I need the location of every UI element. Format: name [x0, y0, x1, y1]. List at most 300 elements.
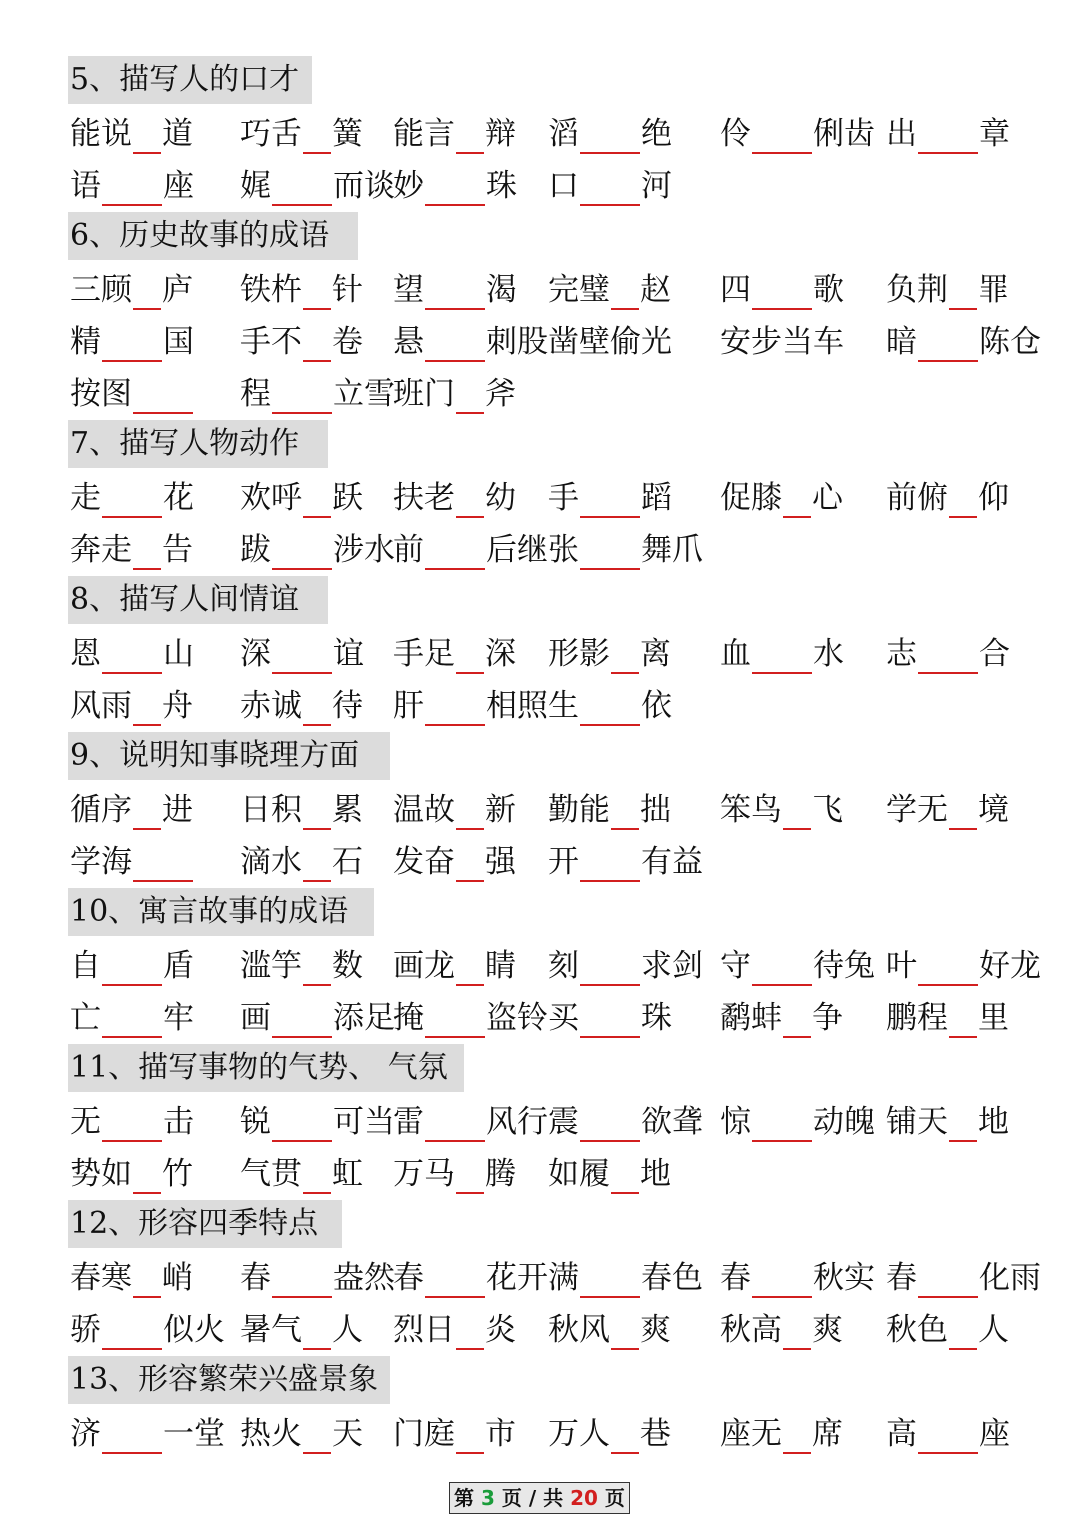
- fill-in-blank[interactable]: [102, 1106, 162, 1142]
- fill-in-blank[interactable]: [752, 274, 812, 310]
- idiom-text: 珠: [486, 168, 517, 204]
- idiom-item: [70, 998, 194, 1038]
- idiom-text: 待兔: [813, 948, 875, 984]
- idiom-text: 争: [812, 1000, 843, 1036]
- fill-in-blank[interactable]: [752, 118, 812, 154]
- idiom-text: 循序: [70, 792, 132, 828]
- fill-in-blank[interactable]: [580, 534, 640, 570]
- idiom-item: [548, 1102, 703, 1142]
- fill-in-blank[interactable]: [303, 846, 331, 882]
- idiom-text: 腾: [485, 1156, 516, 1192]
- fill-in-blank[interactable]: [918, 638, 978, 674]
- idiom-text: 满: [548, 1260, 579, 1296]
- idiom-text: 三顾: [70, 272, 132, 308]
- idiom-text: 温故: [393, 792, 455, 828]
- fill-in-blank[interactable]: [949, 1106, 977, 1142]
- idiom-text: 地: [640, 1156, 671, 1192]
- idiom-text: 春寒: [70, 1260, 132, 1296]
- idiom-text: 强: [485, 844, 516, 880]
- idiom-text: 待: [332, 688, 363, 724]
- fill-in-blank[interactable]: [949, 274, 977, 310]
- idiom-text: 天: [332, 1416, 363, 1452]
- idiom-text: 盾: [163, 948, 194, 984]
- idiom-text: 舞爪: [641, 532, 703, 568]
- fill-in-blank[interactable]: [102, 1418, 162, 1454]
- idiom-text: 仰: [978, 480, 1009, 516]
- fill-in-blank[interactable]: [102, 1314, 162, 1350]
- idiom-item: [70, 1310, 225, 1350]
- fill-in-blank[interactable]: [783, 1002, 811, 1038]
- fill-in-blank[interactable]: [425, 274, 485, 310]
- fill-in-blank[interactable]: [133, 794, 161, 830]
- idiom-text: 秋色: [886, 1312, 948, 1348]
- idiom-text: 章: [979, 116, 1010, 152]
- fill-in-blank[interactable]: [272, 1262, 332, 1298]
- fill-in-blank[interactable]: [133, 846, 193, 882]
- fill-in-blank[interactable]: [918, 118, 978, 154]
- fill-in-blank[interactable]: [580, 482, 640, 518]
- fill-in-blank[interactable]: [456, 1418, 484, 1454]
- idiom-text: 势如: [70, 1156, 132, 1192]
- idiom-item: [393, 374, 516, 414]
- idiom-item: [720, 790, 843, 830]
- fill-in-blank[interactable]: [133, 1158, 161, 1194]
- fill-in-blank[interactable]: [425, 1002, 485, 1038]
- fill-in-blank[interactable]: [102, 638, 162, 674]
- idiom-item: [720, 1414, 843, 1454]
- idiom-item: [720, 946, 875, 986]
- idiom-item: [393, 1102, 548, 1142]
- fill-in-blank[interactable]: [303, 118, 331, 154]
- idiom-item: [720, 998, 843, 1038]
- idiom-text: 济: [70, 1416, 101, 1452]
- idiom-text: 绝: [641, 116, 672, 152]
- idiom-text: 刺股: [486, 324, 548, 360]
- idiom-text: 扶老: [393, 480, 455, 516]
- section-heading: 13、形容繁荣兴盛景象: [68, 1356, 390, 1404]
- idiom-text: 辩: [485, 116, 516, 152]
- idiom-text: 深: [485, 636, 516, 672]
- footer-prefix: 第: [454, 1486, 474, 1510]
- idiom-item: [393, 946, 516, 986]
- idiom-text: 石: [332, 844, 363, 880]
- fill-in-blank[interactable]: [303, 690, 331, 726]
- fill-in-blank[interactable]: [102, 1002, 162, 1038]
- idiom-item: [240, 1310, 363, 1350]
- idiom-item: [548, 1310, 671, 1350]
- fill-in-blank[interactable]: [102, 170, 162, 206]
- idiom-text: 虹: [332, 1156, 363, 1192]
- idiom-item: [240, 270, 363, 310]
- fill-in-blank[interactable]: [456, 950, 484, 986]
- idiom-text: 出: [886, 116, 917, 152]
- idiom-text: 立雪: [333, 376, 395, 412]
- idiom-text: 伶: [720, 116, 751, 152]
- idiom-text: 能说: [70, 116, 132, 152]
- idiom-text: 暗: [886, 324, 917, 360]
- idiom-item: [393, 634, 516, 674]
- idiom-item: [720, 478, 843, 518]
- idiom-text: 勤能: [548, 792, 610, 828]
- fill-in-blank[interactable]: [102, 482, 162, 518]
- idiom-item: [240, 686, 363, 726]
- fill-in-blank[interactable]: [783, 794, 811, 830]
- fill-in-blank[interactable]: [272, 1002, 332, 1038]
- idiom-text: 锐: [240, 1104, 271, 1140]
- idiom-item: [720, 270, 844, 310]
- fill-in-blank[interactable]: [133, 690, 161, 726]
- idiom-text: 动魄: [813, 1104, 875, 1140]
- idiom-item: [548, 634, 671, 674]
- fill-in-blank[interactable]: [303, 950, 331, 986]
- idiom-text: 峭: [162, 1260, 193, 1296]
- fill-in-blank[interactable]: [303, 274, 331, 310]
- fill-in-blank[interactable]: [272, 534, 332, 570]
- idiom-item: [240, 634, 364, 674]
- idiom-text: 掩: [393, 1000, 424, 1036]
- idiom-text: 鹏程: [886, 1000, 948, 1036]
- fill-in-blank[interactable]: [425, 326, 485, 362]
- idiom-text: 爽: [640, 1312, 671, 1348]
- idiom-item: [720, 634, 844, 674]
- idiom-item: [886, 946, 1041, 986]
- fill-in-blank[interactable]: [580, 950, 640, 986]
- idiom-text: 雷: [393, 1104, 424, 1140]
- fill-in-blank[interactable]: [580, 1002, 640, 1038]
- idiom-text: 炎: [485, 1312, 516, 1348]
- idiom-text: 张: [548, 532, 579, 568]
- idiom-item: [548, 842, 703, 882]
- idiom-text: 望: [393, 272, 424, 308]
- fill-in-blank[interactable]: [752, 1106, 812, 1142]
- idiom-text: 买: [548, 1000, 579, 1036]
- idiom-item: [720, 1258, 875, 1298]
- idiom-text: 万马: [393, 1156, 455, 1192]
- idiom-text: 地: [978, 1104, 1009, 1140]
- idiom-item: [548, 530, 703, 570]
- fill-in-blank[interactable]: [102, 950, 162, 986]
- fill-in-blank[interactable]: [783, 482, 811, 518]
- idiom-item: [70, 1154, 193, 1194]
- idiom-text: 河: [641, 168, 672, 204]
- idiom-item: [548, 478, 672, 518]
- section-heading: 5、描写人的口才: [68, 56, 312, 104]
- fill-in-blank[interactable]: [580, 170, 640, 206]
- idiom-item: [240, 322, 363, 362]
- idiom-text: 盗铃: [486, 1000, 548, 1036]
- fill-in-blank[interactable]: [611, 794, 639, 830]
- fill-in-blank[interactable]: [580, 846, 640, 882]
- idiom-text: 合: [979, 636, 1010, 672]
- idiom-item: [886, 322, 1041, 362]
- fill-in-blank[interactable]: [133, 1262, 161, 1298]
- idiom-item: [70, 842, 194, 882]
- idiom-item: [240, 1154, 363, 1194]
- section-heading: 7、描写人物动作: [68, 420, 328, 468]
- idiom-text: 秋高: [720, 1312, 782, 1348]
- fill-in-blank[interactable]: [456, 794, 484, 830]
- fill-in-blank[interactable]: [102, 326, 162, 362]
- idiom-text: 睛: [485, 948, 516, 984]
- idiom-text: 爽: [812, 1312, 843, 1348]
- fill-in-blank[interactable]: [611, 274, 639, 310]
- idiom-item: [886, 634, 1010, 674]
- idiom-text: 走: [70, 480, 101, 516]
- idiom-item: [886, 270, 1009, 310]
- fill-in-blank[interactable]: [949, 1314, 977, 1350]
- fill-in-blank[interactable]: [580, 118, 640, 154]
- idiom-text: 如履: [548, 1156, 610, 1192]
- idiom-item: [720, 1102, 875, 1142]
- fill-in-blank[interactable]: [303, 482, 331, 518]
- fill-in-blank[interactable]: [456, 378, 484, 414]
- idiom-item: [393, 478, 516, 518]
- idiom-text: 添足: [333, 1000, 395, 1036]
- idiom-text: 渴: [486, 272, 517, 308]
- fill-in-blank[interactable]: [949, 482, 977, 518]
- fill-in-blank[interactable]: [611, 1418, 639, 1454]
- idiom-item: [548, 166, 672, 206]
- fill-in-blank[interactable]: [303, 326, 331, 362]
- idiom-text: 暑气: [240, 1312, 302, 1348]
- fill-in-blank[interactable]: [272, 378, 332, 414]
- fill-in-blank[interactable]: [303, 1314, 331, 1350]
- fill-in-blank[interactable]: [752, 950, 812, 986]
- idiom-text: 庐: [162, 272, 193, 308]
- idiom-text: 舟: [162, 688, 193, 724]
- fill-in-blank[interactable]: [456, 482, 484, 518]
- idiom-text: 铁杵: [240, 272, 302, 308]
- idiom-text: 罪: [978, 272, 1009, 308]
- idiom-text: 似火: [163, 1312, 225, 1348]
- fill-in-blank[interactable]: [133, 274, 161, 310]
- idiom-text: 依: [641, 688, 672, 724]
- idiom-item: [720, 114, 875, 154]
- fill-in-blank[interactable]: [918, 1418, 978, 1454]
- idiom-text: 赵: [640, 272, 671, 308]
- idiom-text: 飞: [812, 792, 843, 828]
- idiom-text: 滔: [548, 116, 579, 152]
- fill-in-blank[interactable]: [752, 1262, 812, 1298]
- idiom-text: 烈日: [393, 1312, 455, 1348]
- idiom-text: 春: [393, 1260, 424, 1296]
- idiom-text: 谊: [333, 636, 364, 672]
- idiom-item: [886, 478, 1009, 518]
- idiom-text: 好龙: [979, 948, 1041, 984]
- idiom-item: [720, 1310, 843, 1350]
- idiom-text: 一堂: [163, 1416, 225, 1452]
- idiom-item: [70, 634, 194, 674]
- idiom-item: [70, 1102, 194, 1142]
- section-heading: 9、说明知事晓理方面: [68, 732, 390, 780]
- idiom-item: [886, 1414, 1010, 1454]
- idiom-text: 人: [978, 1312, 1009, 1348]
- fill-in-blank[interactable]: [611, 1314, 639, 1350]
- fill-in-blank[interactable]: [580, 1106, 640, 1142]
- idiom-item: [548, 322, 672, 362]
- idiom-text: 志: [886, 636, 917, 672]
- fill-in-blank[interactable]: [783, 1418, 811, 1454]
- idiom-text: 境: [978, 792, 1009, 828]
- idiom-item: [70, 478, 194, 518]
- idiom-text: 惊: [720, 1104, 751, 1140]
- idiom-item: [886, 114, 1010, 154]
- idiom-text: 求剑: [641, 948, 703, 984]
- fill-in-blank[interactable]: [133, 378, 193, 414]
- idiom-text: 日积: [240, 792, 302, 828]
- fill-in-blank[interactable]: [456, 638, 484, 674]
- idiom-text: 巧舌: [240, 116, 302, 152]
- idiom-item: [240, 374, 395, 414]
- idiom-text: 凿壁偷光: [548, 324, 672, 360]
- fill-in-blank[interactable]: [272, 638, 332, 674]
- idiom-text: 按图: [70, 376, 132, 412]
- idiom-text: 春: [886, 1260, 917, 1296]
- idiom-item: [240, 114, 363, 154]
- idiom-text: 程: [240, 376, 271, 412]
- fill-in-blank[interactable]: [456, 1314, 484, 1350]
- idiom-text: 山: [163, 636, 194, 672]
- idiom-text: 开: [548, 844, 579, 880]
- idiom-item: [240, 842, 363, 882]
- idiom-text: 热火: [240, 1416, 302, 1452]
- idiom-item: [393, 998, 548, 1038]
- section-heading: 8、描写人间情谊: [68, 576, 328, 624]
- fill-in-blank[interactable]: [918, 1262, 978, 1298]
- fill-in-blank[interactable]: [272, 1106, 332, 1142]
- idiom-item: [393, 114, 516, 154]
- fill-in-blank[interactable]: [303, 794, 331, 830]
- idiom-text: 化雨: [979, 1260, 1041, 1296]
- idiom-text: 座: [163, 168, 194, 204]
- idiom-text: 妙: [393, 168, 424, 204]
- idiom-item: [393, 270, 517, 310]
- idiom-text: 四: [720, 272, 751, 308]
- idiom-text: 手: [548, 480, 579, 516]
- idiom-item: [548, 998, 672, 1038]
- idiom-text: 相照: [486, 688, 548, 724]
- idiom-item: [548, 1414, 671, 1454]
- idiom-text: 发奋: [393, 844, 455, 880]
- fill-in-blank[interactable]: [133, 534, 161, 570]
- idiom-text: 肝: [393, 688, 424, 724]
- fill-in-blank[interactable]: [949, 794, 977, 830]
- idiom-text: 血: [720, 636, 751, 672]
- idiom-text: 花开: [486, 1260, 548, 1296]
- fill-in-blank[interactable]: [272, 170, 332, 206]
- fill-in-blank[interactable]: [425, 1106, 485, 1142]
- idiom-text: 滴水: [240, 844, 302, 880]
- fill-in-blank[interactable]: [783, 1314, 811, 1350]
- fill-in-blank[interactable]: [456, 846, 484, 882]
- fill-in-blank[interactable]: [425, 534, 485, 570]
- fill-in-blank[interactable]: [611, 638, 639, 674]
- idiom-item: [393, 1154, 516, 1194]
- idiom-text: 市: [485, 1416, 516, 1452]
- idiom-text: 卷: [332, 324, 363, 360]
- idiom-item: [240, 1258, 395, 1298]
- idiom-text: 鹬蚌: [720, 1000, 782, 1036]
- idiom-text: 能言: [393, 116, 455, 152]
- idiom-text: 而谈: [333, 168, 395, 204]
- fill-in-blank[interactable]: [580, 1262, 640, 1298]
- fill-in-blank[interactable]: [303, 1158, 331, 1194]
- idiom-item: [70, 946, 194, 986]
- idiom-text: 语: [70, 168, 101, 204]
- idiom-item: [720, 322, 844, 362]
- idiom-item: [240, 1102, 395, 1142]
- idiom-item: [393, 322, 548, 362]
- idiom-text: 手不: [240, 324, 302, 360]
- idiom-item: [393, 1258, 548, 1298]
- page-footer: [449, 1482, 630, 1514]
- fill-in-blank[interactable]: [456, 1158, 484, 1194]
- fill-in-blank[interactable]: [580, 690, 640, 726]
- fill-in-blank[interactable]: [425, 1262, 485, 1298]
- footer-suffix: 页: [604, 1486, 625, 1510]
- fill-in-blank[interactable]: [752, 638, 812, 674]
- idiom-text: 新: [485, 792, 516, 828]
- idiom-text: 针: [332, 272, 363, 308]
- idiom-item: [393, 842, 516, 882]
- fill-in-blank[interactable]: [949, 1002, 977, 1038]
- idiom-item: [70, 790, 193, 830]
- idiom-item: [886, 790, 1009, 830]
- fill-in-blank[interactable]: [133, 118, 161, 154]
- idiom-text: 春色: [641, 1260, 703, 1296]
- idiom-text: 前俯: [886, 480, 948, 516]
- idiom-text: 学海: [70, 844, 132, 880]
- idiom-text: 春: [720, 1260, 751, 1296]
- idiom-text: 离: [640, 636, 671, 672]
- idiom-text: 高: [886, 1416, 917, 1452]
- idiom-text: 恩: [70, 636, 101, 672]
- idiom-text: 娓: [240, 168, 271, 204]
- idiom-item: [70, 270, 193, 310]
- idiom-item: [70, 1258, 193, 1298]
- idiom-text: 拙: [640, 792, 671, 828]
- idiom-text: 有益: [641, 844, 703, 880]
- fill-in-blank[interactable]: [456, 118, 484, 154]
- fill-in-blank[interactable]: [918, 326, 978, 362]
- idiom-text: 震: [548, 1104, 579, 1140]
- idiom-item: [393, 790, 516, 830]
- idiom-text: 画: [240, 1000, 271, 1036]
- idiom-text: 珠: [641, 1000, 672, 1036]
- idiom-text: 陈仓: [979, 324, 1041, 360]
- idiom-text: 数: [332, 948, 363, 984]
- idiom-text: 风行: [486, 1104, 548, 1140]
- idiom-text: 班门: [393, 376, 455, 412]
- idiom-item: [240, 530, 395, 570]
- idiom-text: 席: [812, 1416, 843, 1452]
- fill-in-blank[interactable]: [425, 690, 485, 726]
- idiom-text: 盎然: [333, 1260, 395, 1296]
- fill-in-blank[interactable]: [611, 1158, 639, 1194]
- idiom-text: 俐齿: [813, 116, 875, 152]
- fill-in-blank[interactable]: [425, 170, 485, 206]
- idiom-text: 击: [163, 1104, 194, 1140]
- section-heading: 6、历史故事的成语: [68, 212, 358, 260]
- fill-in-blank[interactable]: [918, 950, 978, 986]
- idiom-item: [70, 114, 193, 154]
- idiom-text: 人: [332, 1312, 363, 1348]
- idiom-text: 蹈: [641, 480, 672, 516]
- idiom-text: 赤诚: [240, 688, 302, 724]
- fill-in-blank[interactable]: [303, 1418, 331, 1454]
- idiom-text: 手足: [393, 636, 455, 672]
- idiom-item: [886, 998, 1009, 1038]
